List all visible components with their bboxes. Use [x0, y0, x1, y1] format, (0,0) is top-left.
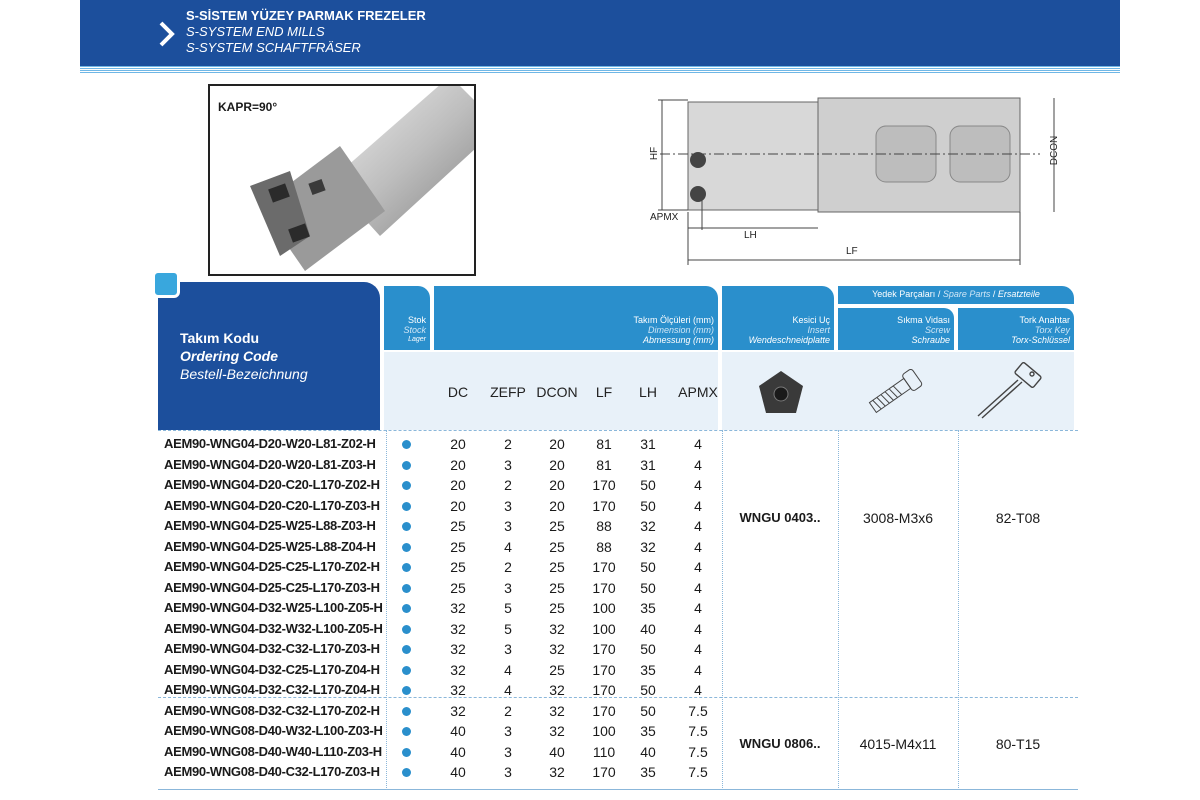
table-row [158, 762, 718, 783]
cell-lh: 32 [640, 538, 656, 555]
cell-dc: 32 [450, 620, 466, 637]
ordering-code-cell: AEM90-WNG08-D40-W32-L100-Z03-H [164, 723, 383, 738]
cell-lh: 40 [640, 743, 656, 760]
stock-tr: Stok [407, 315, 426, 325]
stock-dot-icon [402, 543, 411, 552]
stock-dot-icon [402, 440, 411, 449]
grid-line [722, 430, 723, 790]
cell-lf: 100 [592, 723, 616, 739]
cell-zefp: 5 [504, 620, 512, 637]
cell-dcon: 25 [549, 538, 565, 555]
stock-dot-icon [402, 604, 411, 613]
cell-dc: 20 [450, 477, 466, 493]
key-tr: Tork Anahtar [1019, 315, 1070, 325]
cell-apmx: 4 [694, 641, 702, 657]
table-row [158, 660, 718, 681]
cell-dcon: 32 [549, 620, 565, 637]
cell-zefp: 4 [504, 661, 512, 678]
cell-apmx: 4 [694, 518, 702, 534]
ordering-code-cell: AEM90-WNG04-D25-W25-L88-Z04-H [164, 538, 376, 554]
cell-lf: 100 [592, 620, 616, 637]
dimension-drawing [640, 90, 1070, 270]
cell-zefp: 3 [504, 764, 512, 780]
header-stripe [80, 66, 1120, 74]
cell-dcon: 20 [549, 497, 565, 514]
dim-hf: HF [649, 146, 661, 161]
stock-dot-icon [402, 502, 411, 511]
cell-lh: 32 [640, 518, 656, 534]
col-apmx: APMX [678, 384, 718, 400]
cell-apmx: 4 [694, 661, 702, 678]
cell-apmx: 4 [694, 436, 702, 452]
tool-photo [208, 84, 476, 276]
title-de: S-SYSTEM SCHAFTFRÄSER [186, 40, 361, 55]
stock-dot-icon [402, 584, 411, 593]
ordering-code-cell: AEM90-WNG04-D32-C25-L170-Z04-H [164, 661, 380, 677]
chevron-right-icon [158, 20, 176, 48]
screw-icon [860, 364, 930, 420]
table-row [158, 680, 718, 701]
cell-lf: 170 [592, 477, 616, 493]
cell-dcon: 25 [549, 661, 565, 678]
insert-en: Insert [807, 325, 830, 335]
ordering-code-cell: AEM90-WNG04-D25-C25-L170-Z02-H [164, 559, 380, 574]
insert-de: Wendeschneidplatte [748, 335, 830, 345]
table-row [158, 598, 718, 619]
ordering-code-de: Bestell-Bezeichnung [180, 366, 308, 382]
dimensions-de: Abmessung (mm) [642, 335, 714, 345]
spare-parts-header: Yedek Parçaları / Spare Parts / Ersatzteile [838, 286, 1074, 304]
cell-lf: 170 [592, 764, 616, 780]
cell-zefp: 3 [504, 579, 512, 596]
screw-header [838, 308, 954, 350]
ordering-code-en: Ordering Code [180, 348, 279, 364]
title-tr: S-SİSTEM YÜZEY PARMAK FREZELER [186, 8, 426, 23]
screw-cell: 3008-M3x6 [862, 510, 934, 526]
cell-lf: 170 [592, 702, 616, 719]
cell-zefp: 3 [504, 497, 512, 514]
ordering-code-cell: AEM90-WNG04-D20-C20-L170-Z02-H [164, 477, 380, 492]
table-row [158, 639, 718, 660]
grid-line [158, 430, 1078, 431]
ordering-code-cell: AEM90-WNG04-D32-W25-L100-Z05-H [164, 600, 383, 615]
table-row [158, 475, 718, 496]
cell-zefp: 3 [504, 456, 512, 473]
table-row [158, 742, 718, 763]
stock-dot-icon [402, 522, 411, 531]
stock-header [384, 286, 430, 350]
key-de: Torx-Schlüssel [1011, 335, 1070, 345]
col-dcon: DCON [536, 384, 578, 400]
dimensions-header [434, 286, 718, 350]
stock-dot-icon [402, 727, 411, 736]
stock-de: Lager [408, 336, 426, 343]
cell-dcon: 32 [549, 641, 565, 657]
stock-dot-icon [402, 768, 411, 777]
col-lf: LF [595, 384, 613, 400]
cell-dc: 32 [450, 702, 466, 719]
cell-dcon: 32 [549, 764, 565, 780]
cell-lf: 170 [592, 661, 616, 678]
cell-apmx: 4 [694, 456, 702, 473]
ordering-code-cell: AEM90-WNG08-D32-C32-L170-Z02-H [164, 702, 380, 718]
cell-dc: 25 [450, 559, 466, 575]
cell-lh: 50 [640, 682, 656, 698]
cell-apmx: 4 [694, 579, 702, 596]
cell-apmx: 4 [694, 600, 702, 616]
cell-lf: 81 [596, 456, 612, 473]
technical-drawing [640, 90, 1070, 270]
table-row [158, 578, 718, 599]
cell-dc: 32 [450, 682, 466, 698]
stock-dot-icon [402, 707, 411, 716]
table-row [158, 496, 718, 517]
product-table [158, 282, 1078, 790]
cell-dcon: 25 [549, 518, 565, 534]
grid-line [958, 430, 959, 790]
ordering-code-tr: Takım Kodu [180, 330, 260, 346]
stock-en: Stock [403, 325, 426, 335]
table-row [158, 537, 718, 558]
cell-dc: 32 [450, 641, 466, 657]
title-en: S-SYSTEM END MILLS [186, 24, 325, 39]
screw-en: Screw [924, 325, 950, 335]
cell-lh: 50 [640, 497, 656, 514]
cell-zefp: 3 [504, 641, 512, 657]
spare-parts-de: Ersatzteile [997, 289, 1040, 299]
cell-apmx: 7.5 [688, 702, 708, 719]
cell-dcon: 25 [549, 559, 565, 575]
cell-dc: 25 [450, 579, 466, 596]
cell-zefp: 2 [504, 559, 512, 575]
cell-lf: 88 [596, 518, 612, 534]
cell-apmx: 4 [694, 620, 702, 637]
screw-cell: 4015-M4x11 [859, 736, 937, 752]
end-mill-illustration [210, 86, 476, 276]
cell-lh: 40 [640, 620, 656, 637]
stock-dot-icon [402, 748, 411, 757]
cell-dc: 32 [450, 600, 466, 616]
table-row [158, 434, 718, 455]
cell-lf: 170 [592, 497, 616, 514]
col-dc: DC [447, 384, 469, 400]
table-row [158, 619, 718, 640]
insert-cell: WNGU 0806.. [739, 736, 821, 751]
cell-lh: 50 [640, 702, 656, 719]
cell-lf: 170 [592, 682, 616, 698]
cell-dc: 25 [450, 538, 466, 555]
cell-dcon: 20 [549, 477, 565, 493]
table-row [158, 721, 718, 742]
cell-dc: 32 [450, 661, 466, 678]
cell-dcon: 25 [549, 600, 565, 616]
cell-dc: 40 [450, 764, 466, 780]
ordering-code-cell: AEM90-WNG04-D32-C32-L170-Z03-H [164, 641, 380, 656]
cell-lh: 35 [640, 600, 656, 616]
cell-apmx: 7.5 [688, 723, 708, 739]
cell-lf: 100 [592, 600, 616, 616]
table-row [158, 701, 718, 722]
cell-apmx: 4 [694, 538, 702, 555]
key-header [958, 308, 1074, 350]
cell-dc: 40 [450, 723, 466, 739]
cell-apmx: 4 [694, 559, 702, 575]
cell-dc: 20 [450, 436, 466, 452]
cell-lf: 110 [592, 743, 616, 760]
cell-lh: 35 [640, 723, 656, 739]
insert-tr: Kesici Uç [792, 315, 830, 325]
grid-line [838, 430, 839, 790]
screw-de: Schraube [911, 335, 950, 345]
cell-dcon: 40 [549, 743, 565, 760]
cell-lh: 50 [640, 477, 656, 493]
grid-line [158, 789, 1078, 790]
cell-zefp: 4 [504, 682, 512, 698]
cell-lf: 88 [596, 538, 612, 555]
insert-icon [756, 368, 806, 418]
stock-dot-icon [402, 563, 411, 572]
ordering-code-cell: AEM90-WNG04-D20-W20-L81-Z03-H [164, 456, 376, 472]
stock-dot-icon [402, 481, 411, 490]
table-row [158, 516, 718, 537]
cell-zefp: 4 [504, 538, 512, 555]
stock-dot-icon [402, 625, 411, 634]
page-title [186, 8, 426, 56]
cell-lh: 50 [640, 559, 656, 575]
cell-lf: 170 [592, 559, 616, 575]
ordering-code-cell: AEM90-WNG08-D40-C32-L170-Z03-H [164, 764, 380, 779]
cell-zefp: 3 [504, 518, 512, 534]
cell-dcon: 32 [549, 723, 565, 739]
ordering-code-cell: AEM90-WNG04-D32-C32-L170-Z04-H [164, 682, 380, 697]
ordering-code-cell: AEM90-WNG08-D40-W40-L110-Z03-H [164, 743, 382, 759]
ordering-code-cell: AEM90-WNG04-D20-C20-L170-Z03-H [164, 497, 380, 513]
cell-lf: 170 [592, 641, 616, 657]
dimensions-tr: Takım Ölçüleri (mm) [633, 315, 714, 325]
cell-dc: 20 [450, 497, 466, 514]
col-zefp: ZEFP [490, 384, 526, 400]
dim-lf: LF [846, 246, 858, 257]
cell-zefp: 3 [504, 743, 512, 760]
table-row [158, 557, 718, 578]
ordering-code-cell: AEM90-WNG04-D20-W20-L81-Z02-H [164, 436, 376, 451]
stock-dot-icon [402, 686, 411, 695]
cell-lh: 35 [640, 764, 656, 780]
table-row [158, 455, 718, 476]
screw-tr: Sıkma Vidası [897, 315, 950, 325]
cell-zefp: 3 [504, 723, 512, 739]
cell-lh: 50 [640, 579, 656, 596]
cell-dcon: 32 [549, 702, 565, 719]
cell-dc: 40 [450, 743, 466, 760]
ordering-code-cell: AEM90-WNG04-D25-C25-L170-Z03-H [164, 579, 380, 595]
key-cell: 82-T08 [995, 510, 1041, 526]
cell-lh: 31 [640, 456, 656, 473]
cell-zefp: 5 [504, 600, 512, 616]
cell-lf: 170 [592, 579, 616, 596]
cell-apmx: 7.5 [688, 764, 708, 780]
cell-apmx: 4 [694, 477, 702, 493]
cell-lh: 50 [640, 641, 656, 657]
corner-marker [152, 270, 180, 298]
cell-zefp: 2 [504, 436, 512, 452]
key-en: Torx Key [1034, 325, 1070, 335]
spare-parts-tr: Yedek Parçaları [872, 289, 936, 299]
key-cell: 80-T15 [995, 736, 1041, 752]
cell-lh: 35 [640, 661, 656, 678]
stock-dot-icon [402, 645, 411, 654]
ordering-code-cell: AEM90-WNG04-D25-W25-L88-Z03-H [164, 518, 376, 533]
dim-dcon: DCON [1049, 135, 1061, 166]
cell-apmx: 4 [694, 497, 702, 514]
cell-dc: 25 [450, 518, 466, 534]
cell-dcon: 20 [549, 456, 565, 473]
insert-cell: WNGU 0403.. [739, 510, 821, 525]
dim-lh: LH [744, 230, 757, 241]
cell-lf: 81 [596, 436, 612, 452]
stock-dot-icon [402, 666, 411, 675]
cell-zefp: 2 [504, 477, 512, 493]
cell-lh: 31 [640, 436, 656, 452]
cell-dcon: 32 [549, 682, 565, 698]
kapr-label: KAPR=90° [218, 100, 278, 114]
cell-dcon: 20 [549, 436, 565, 452]
torx-key-icon [970, 362, 1050, 422]
dim-apmx: APMX [650, 212, 679, 223]
cell-dcon: 25 [549, 579, 565, 596]
spare-parts-en: Spare Parts [942, 289, 991, 299]
cell-apmx: 4 [694, 682, 702, 698]
ordering-code-header [158, 282, 380, 430]
stock-dot-icon [402, 461, 411, 470]
cell-zefp: 2 [504, 702, 512, 719]
insert-header [722, 286, 834, 350]
cell-dc: 20 [450, 456, 466, 473]
cell-apmx: 7.5 [688, 743, 708, 760]
col-lh: LH [639, 384, 657, 400]
ordering-code-cell: AEM90-WNG04-D32-W32-L100-Z05-H [164, 620, 383, 636]
dimensions-en: Dimension (mm) [647, 325, 714, 335]
